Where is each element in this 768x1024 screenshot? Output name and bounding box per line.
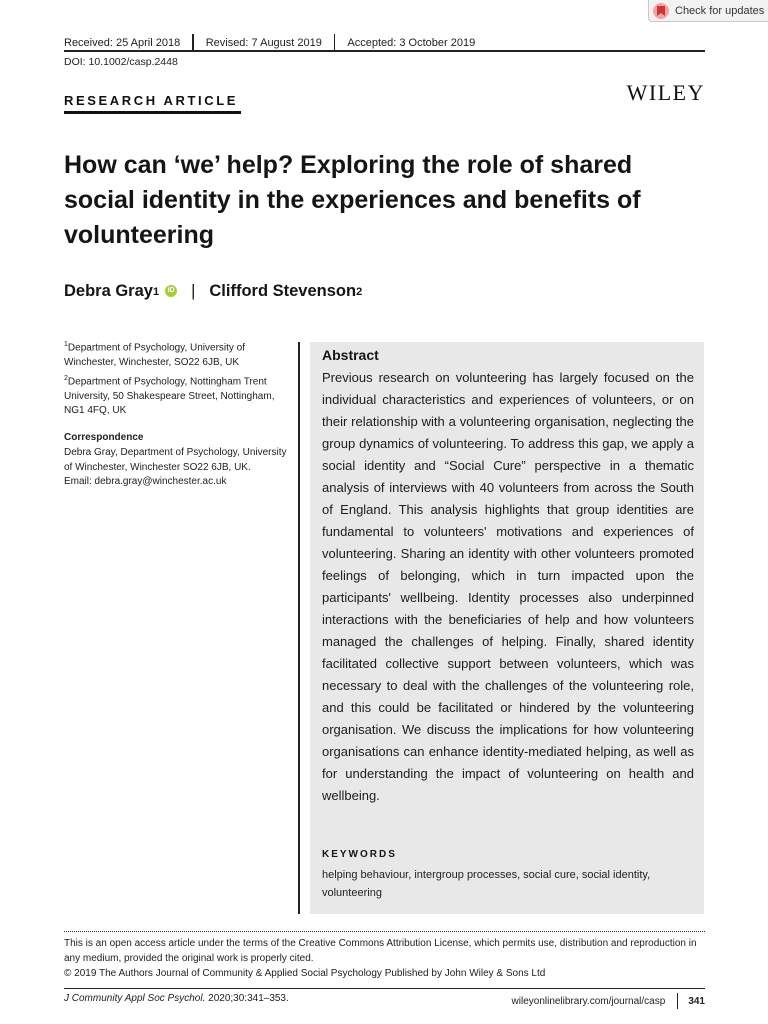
affiliation-marker: 1 — [64, 341, 68, 348]
license-text: This is an open access article under the terms of the Creative Commons Attribution License, which permits use, distribution and reproduction in any medium, provided the original work is properly cited. — [64, 938, 697, 964]
correspondence-details — [64, 446, 289, 490]
affiliation-text: Department of Psychology, Nottingham Trent University, 50 Shakespeare Street, Nottingham, NG1 4FQ, UK — [64, 376, 275, 417]
affiliation-2 — [64, 372, 286, 419]
journal-citation — [64, 993, 289, 1004]
affiliation-1 — [64, 338, 286, 370]
abstract-heading: Abstract — [322, 347, 379, 363]
bookmark-icon — [653, 3, 669, 19]
affiliation-marker: 2 — [64, 375, 68, 382]
check-for-updates-label: Check for updates — [675, 4, 765, 17]
article-type: RESEARCH ARTICLE — [64, 93, 239, 108]
check-for-updates-button[interactable] — [648, 0, 768, 22]
page-number: 341 — [688, 995, 705, 1007]
correspondence-email[interactable]: Email: debra.gray@winchester.ac.uk — [64, 476, 227, 487]
author-name[interactable]: Debra Gray — [64, 282, 153, 300]
article-type-underline — [64, 111, 241, 114]
keywords-list: helping behaviour, intergroup processes, social cure, social identity, volunteering — [322, 869, 651, 899]
correspondence-heading: Correspondence — [64, 432, 144, 443]
affiliation-text: Department of Psychology, University of Winchester, Winchester, SO22 6JB, UK — [64, 342, 246, 368]
doi[interactable]: DOI: 10.1002/casp.2448 — [64, 56, 178, 68]
header-rule — [64, 50, 705, 52]
article-title: How can ‘we’ help? Exploring the role of shared social identity in the experiences and benefits of volunteering — [64, 151, 641, 249]
journal-url[interactable]: wileyonlinelibrary.com/journal/casp — [511, 995, 666, 1007]
author-list: Debra Gray 1 iD | Clifford Stevenson 2 — [64, 282, 363, 300]
volume-pages: 2020;30:341–353. — [208, 993, 289, 1004]
footer-rule — [64, 988, 705, 989]
abstract-divider — [298, 342, 300, 914]
revised-date: Revised: 7 August 2019 — [205, 37, 322, 49]
license-notice — [64, 936, 705, 981]
license-divider — [64, 931, 705, 932]
correspondence-address: Debra Gray, Department of Psychology, University of Winchester, Winchester SO22 6JB, UK. — [64, 447, 287, 473]
received-date: Received: 25 April 2018 — [64, 37, 181, 49]
footer-right — [470, 993, 705, 1009]
journal-name: J Community Appl Soc Psychol. — [64, 993, 206, 1004]
orcid-icon[interactable]: iD — [165, 285, 177, 297]
accepted-date: Accepted: 3 October 2019 — [347, 37, 476, 49]
author-separator: | — [191, 282, 196, 300]
copyright-text: © 2019 The Authors Journal of Community & Applied Social Psychology Published by John Wiley & Sons Ltd — [64, 968, 546, 979]
author-name[interactable]: Clifford Stevenson — [209, 282, 357, 300]
abstract-text: Previous research on volunteering has largely focused on the individual characteristics and experiences of volunteers, or on their relationship with a volunteering organisation, neglecting the group dynamics of volunteering. To address this gap, we apply a social identity and “Social Cure” perspective in a thematic analysis of interviews with 40 volunteers from across the South of England. This analysis highlights that group identities are fundamental to volunteers' motivations and experiences of volunteering. Sharing an identity with other volunteers promoted feelings of belonging, which in turn impacted upon the participants' wellbeing. Identity processes also underpinned interactions with the beneficiaries of help and how volunteers managed the challenges of helping. Finally, shared identity facilitated collective support between volunteers, which was necessary to deal with the challenges of the volunteering role, and this could be facilitated or hindered by the volunteering organisation. We discuss the implications for how volunteering organisations can enhance identity-mediated helping, as well as for understanding the impact of volunteering on health and wellbeing. — [322, 370, 694, 803]
divider — [677, 993, 678, 1009]
keywords-heading: KEYWORDS — [322, 849, 397, 860]
publisher-logo: WILEY — [626, 80, 705, 105]
